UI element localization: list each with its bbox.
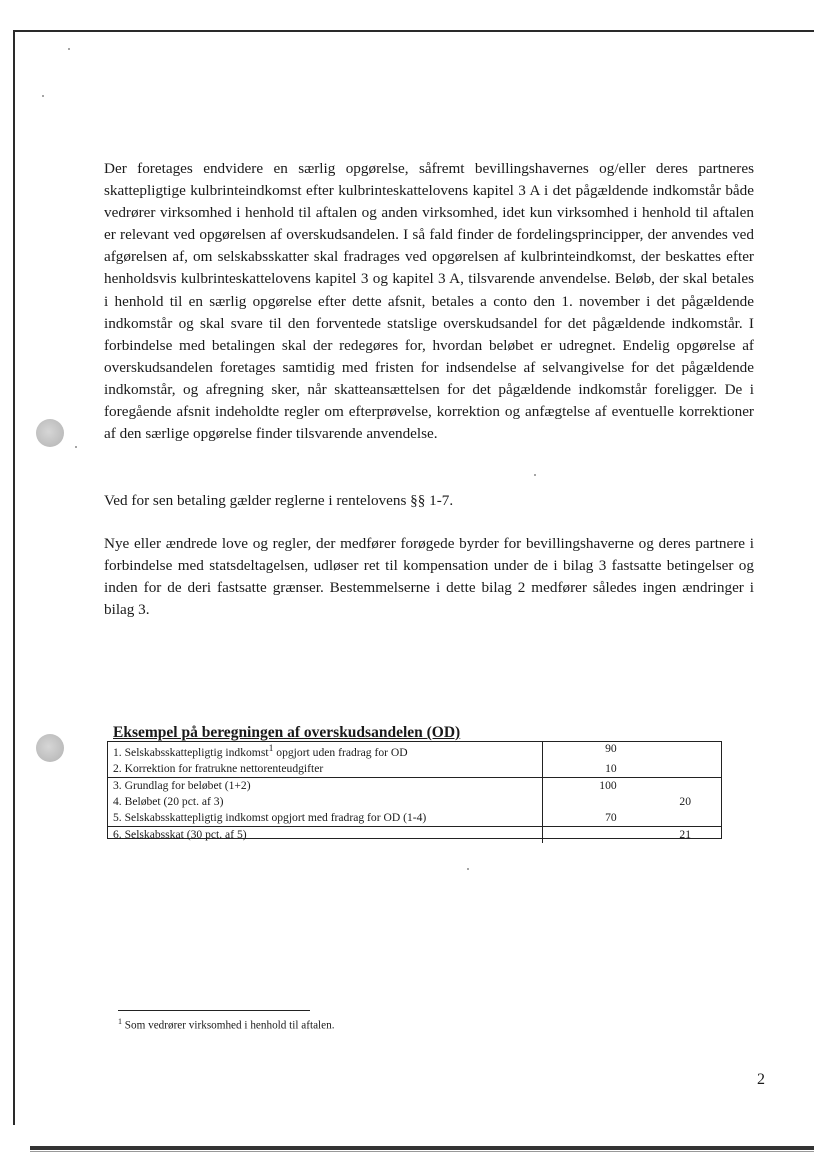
row-value [629,810,721,827]
body-paragraph: Der foretages endvidere en særlig opgørelse, såfremt bevillingshavernes og/eller deres partneres skattepligtige kulbrinteindkomst efter kulbrinteskattelovens kapitel 3 A i det pågældende indkomstår både vedrører virksomhed i henhold til aftalen og anden virksomhed, idet kun virksomhed i henhold til aftalen er relevant ved opgørelsen af overskudsandelen. I så fald finder de fordelingsprincipper, der anvendes ved afgørelsen af, om selskabsskatter skal fradrages ved opgørelsen af kulbrinteindkomst, der beskattes efter henholdsvis kulbrinteskattelovens kapitel 3 og kapitel 3 A, tilsvarende anvendelse. Beløb, der skal betales i henhold til en særlig opgørelse efter dette afsnit, betales a conto den 1. november i det pågældende indkomstår og skal svare til den forventede statslige overskudsandel for det pågældende indkomstår. I forbindelse med betalingen skal der redegøres for, hvordan beløbet er udregnet. Endelig opgørelse af overskudsandelen foretages samtidig med fristen for indsendelse af selvangivelse for det pågældende indkomstår, og afregning sker, når skatteansættelsen for det pågældende indkomstår foreligger. De i foregående afsnit indeholdte regler om efterprøvelse, korrektion og anfægtelse af eventuelle korrektioner af den særlige opgørelse finder tilsvarende anvendelse. [104,160,754,443]
row-value [542,794,628,810]
footnote [118,1017,335,1032]
table-row [107,741,721,761]
footnote-marker: 1 [118,1017,122,1026]
calculation-table [107,741,721,843]
row-label: 2. Korrektion for fratrukne nettorenteudgifter [107,761,542,778]
row-value: 21 [629,826,721,843]
table-row [107,794,721,810]
scan-speck [75,446,77,448]
row-value [542,826,628,843]
row-label: 6. Selskabsskat (30 pct. af 5) [107,826,542,843]
scan-border-left [13,30,15,1125]
row-label: 4. Beløbet (20 pct. af 3) [107,794,542,810]
punch-hole [36,419,64,447]
row-value: 90 [605,742,617,755]
scan-border-top [14,30,814,32]
punch-hole [36,734,64,762]
row-label: 1. Selskabsskattepligtig indkomst$^1$ opgjort uden fradrag for OD [107,741,542,761]
footnote-text: Som vedrører virksomhed i henhold til aftalen. [124,1019,335,1032]
footnote-separator [118,1010,310,1011]
row-label: 5. Selskabsskattepligtig indkomst opgjort med fradrag for OD (1-4) [107,810,542,827]
table-row [107,810,721,827]
table-title: Eksempel på beregningen af overskudsandelen (OD) [113,724,461,741]
table-row [107,777,721,794]
scan-speck [467,868,469,870]
body-paragraph: Ved for sen betaling gælder reglerne i rentelovens §§ 1-7. [104,492,454,509]
row-value [629,741,721,761]
page-number: 2 [757,1071,765,1088]
scan-speck [68,48,70,50]
scan-speck [42,95,44,97]
scan-border-bottom-thin [30,1151,814,1152]
table-row [107,761,721,778]
scan-border-bottom [30,1146,814,1150]
row-value: 10 [605,761,617,775]
row-value [629,777,721,794]
row-value: 20 [679,794,691,808]
scan-speck [534,474,536,476]
table-row [107,826,721,843]
body-paragraph: Nye eller ændrede love og regler, der medfører forøgede byrder for bevillingshaverne og deres partnere i forbindelse med statsdeltagelsen, udløser ret til kompensation under de i bilag 3 fastsatte betingelser og inden for de deri fastsatte grænser. Bestemmelserne i dette bilag 2 medfører således ingen ændringer i bilag 3. [104,535,754,619]
row-value [629,761,721,778]
row-label: 3. Grundlag for beløbet (1+2) [107,777,542,794]
row-value: 70 [605,810,617,824]
row-value: 100 [542,777,628,794]
